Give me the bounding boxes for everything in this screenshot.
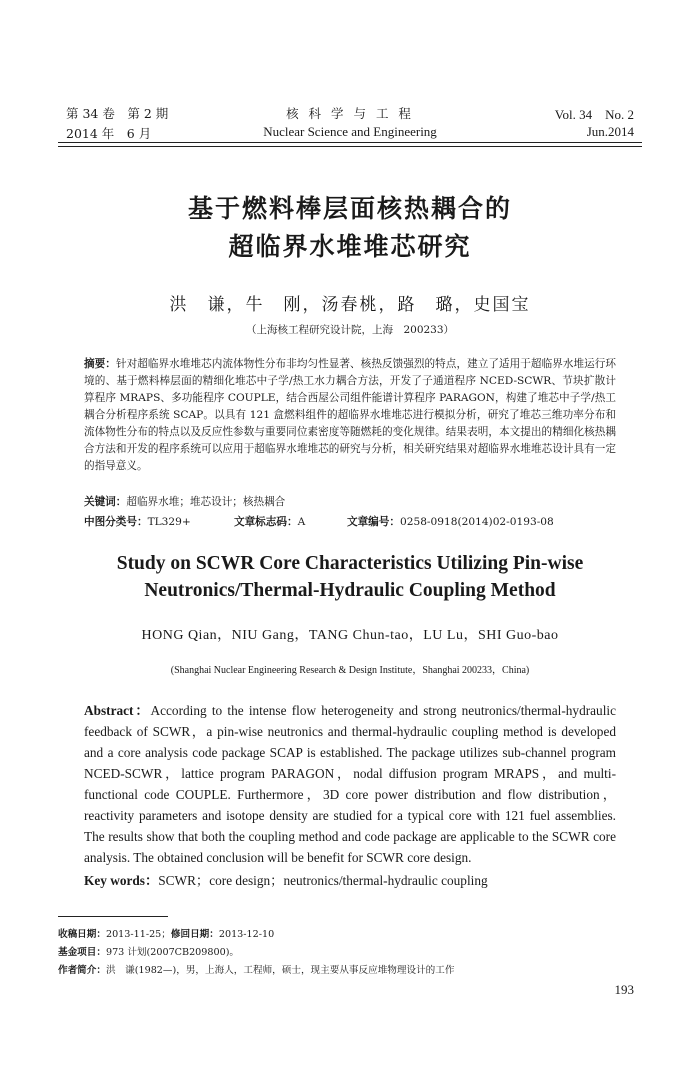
abstract-en-text: According to the intense flow heterogeneity and strong neutronics/thermal-hydraulic feedback of SCWR，a pin-wise neutronics and thermal-hydraulic coupling method is developed and a core analysis code package SCAP is established. The package utilizes sub-channel program NCED-SCWR，lattice program PARAGON，nodal diffusion program MRAPS，and multi-functional code COUPLE. Furthermore，3D core power distribution and flow distribution，reactivity parameters and isotope density are studied for a typical core with 121 fuel assemblies. The results show that both the coupling method and code package are applicable to the SCWR core analysis. The obtained conclusion will be benefit for SCWR core design. — [84, 703, 616, 865]
date-en: Jun.2014 — [586, 124, 634, 139]
keywords-cn — [84, 494, 616, 509]
fund-value: 973 计划(2007CB209800)。 — [105, 947, 240, 958]
keywords-cn-text: 超临界水堆；堆芯设计；核热耦合 — [126, 496, 286, 508]
clc-value: TL329+ — [147, 516, 191, 528]
author-bio-label: 作者简介： — [58, 965, 106, 976]
title-en — [0, 550, 700, 604]
article-label: 文章编号： — [347, 516, 400, 528]
revised-label: 修回日期： — [170, 929, 219, 940]
footnote-dates — [58, 926, 642, 940]
received-label: 收稿日期： — [58, 929, 106, 940]
doc-value: A — [297, 516, 306, 528]
abstract-cn-text: 针对超临界水堆堆芯内流体物性分布非均匀性显著、核热反馈强烈的特点，建立了适用于超临界水堆运行环境的、基于燃料棒层面的精细化堆芯中子学/热工水力耦合方法，开发了子通道程序 NCED-SCWR、节块扩散计算程序 MRAPS、多功能程序 COUPLE，结合西屋公司组件能谱计算程序 PARAGON，构建了堆芯中子学/热工耦合分析程序系统 SCAP。以具有 121 盒燃料组件的超临界水堆堆芯进行模拟分析，研究了堆芯三维功率分布和流体物性分布的特点以及反应性参数与重要同位素密度等随燃耗的变化规律。结果表明，本文提出的精细化核热耦合方法和开发的程序系统可以应用于超临界水堆堆芯的研究与分析，相关研究结果对超临界水堆堆芯设计具有一定的指导意义。 — [84, 358, 617, 472]
clc-number — [84, 514, 191, 529]
keywords-en-label: Key words： — [84, 873, 159, 888]
doc-code — [234, 514, 305, 529]
revised-date: 2013-12-10 — [218, 929, 275, 940]
abstract-cn-label: 摘要： — [84, 358, 116, 370]
abstract-cn — [84, 356, 616, 475]
footnote-rule — [58, 916, 168, 917]
footnote-fund — [58, 944, 642, 958]
date-cn: 2014 年 6 月 — [66, 126, 152, 141]
clc-label: 中图分类号： — [84, 516, 148, 528]
authors-en: HONG Qian，NIU Gang，TANG Chun-tao，LU Lu，SHI Guo-bao — [141, 628, 559, 643]
doc-label: 文章标志码： — [234, 516, 298, 528]
journal-name-en: Nuclear Science and Engineering — [263, 124, 437, 139]
keywords-en — [84, 870, 616, 889]
header-rule-thick — [58, 142, 642, 143]
abstract-en — [84, 700, 616, 868]
title-cn-line2: 超临界水堆堆芯研究 — [228, 232, 472, 261]
affiliation-cn: （上海核工程研究设计院，上海 200233） — [245, 324, 455, 336]
page-number: 193 — [614, 982, 634, 997]
title-cn — [0, 190, 700, 266]
article-value: 0258-0918(2014)02-0193-08 — [399, 516, 554, 528]
authors-cn: 洪 谦，牛 刚，汤春桃，路 璐，史国宝 — [169, 295, 531, 315]
header-rule-thin — [58, 146, 642, 147]
abstract-en-label: Abstract： — [84, 703, 151, 718]
keywords-cn-label: 关键词： — [84, 496, 127, 508]
article-number — [347, 514, 554, 529]
affiliation-en: (Shanghai Nuclear Engineering Research & Design Institute，Shanghai 200233，China) — [170, 665, 530, 676]
received-date: 2013-11-25； — [105, 929, 171, 940]
running-header — [66, 104, 634, 144]
author-bio: 洪 谦(1982—)，男，上海人，工程师，硕士，现主要从事反应堆物理设计的工作 — [105, 965, 455, 976]
title-cn-line1: 基于燃料棒层面核热耦合的 — [187, 194, 512, 223]
volume-issue-cn: 第 34 卷 第 2 期 — [66, 106, 169, 121]
title-en-line2: Neutronics/Thermal-Hydraulic Coupling Method — [144, 580, 556, 601]
title-en-line1: Study on SCWR Core Characteristics Utilizing Pin-wise — [116, 553, 584, 574]
footnote-author — [58, 962, 642, 976]
volume-issue-en: Vol. 34 No. 2 — [554, 107, 634, 122]
keywords-en-text: SCWR；core design；neutronics/thermal-hydraulic coupling — [158, 873, 488, 888]
fund-label: 基金项目： — [58, 947, 106, 958]
journal-name-cn: 核 科 学 与 工 程 — [286, 106, 414, 121]
